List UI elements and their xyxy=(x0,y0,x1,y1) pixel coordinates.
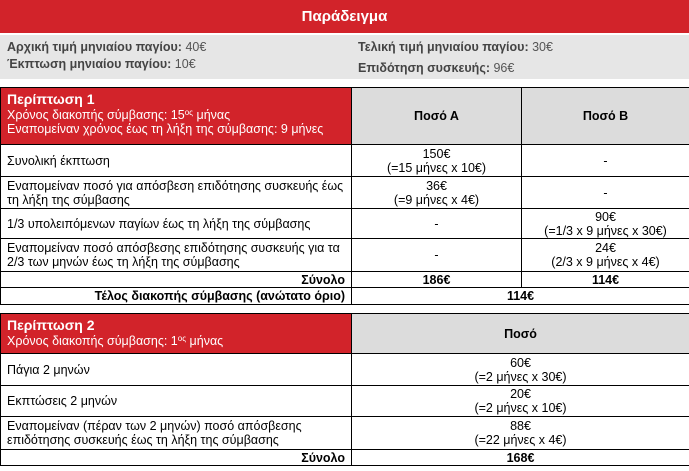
final-price-label: Τελική τιμή μηνιαίου παγίου: xyxy=(358,40,529,54)
row-value-b: 90€ (=1/3 x 9 μήνες x 30€) xyxy=(522,209,689,239)
discount-line xyxy=(7,57,196,71)
discount-value: 10€ xyxy=(174,57,196,71)
initial-price-value: 40€ xyxy=(185,40,207,54)
row-value-a: - xyxy=(352,239,522,272)
row-label: Συνολική έκπτωση xyxy=(1,145,352,177)
row-value: 88€ (=22 μήνες x 4€) xyxy=(352,417,689,450)
total-label: Σύνολο xyxy=(1,272,352,288)
case1-col-b-header: Ποσό Β xyxy=(522,88,689,145)
row-value-a: - xyxy=(352,209,522,239)
case1-col-a-header: Ποσό Α xyxy=(352,88,522,145)
table-row xyxy=(1,177,689,209)
case2-termination-time: Χρόνος διακοπής σύμβασης: $1^{o\varsigma}$ μήνας xyxy=(7,334,224,348)
case2-header xyxy=(1,314,352,354)
subsidy-value: 96€ xyxy=(493,61,515,75)
case1-header xyxy=(1,88,352,145)
case1-fee-row xyxy=(1,288,689,305)
table-row xyxy=(1,239,689,272)
row-value-a: 150€ (=15 μήνες x 10€) xyxy=(352,145,522,177)
subsidy-line xyxy=(358,61,514,75)
case1-remaining-time: Εναπομείναν χρόνος έως τη λήξη της σύμβασης: 9 μήνες xyxy=(7,122,324,136)
table-row xyxy=(1,417,689,450)
row-value-b: - xyxy=(522,145,689,177)
row-label: Πάγια 2 μηνών xyxy=(1,354,352,386)
final-price-value: 30€ xyxy=(532,40,553,54)
case1-termination-time: Χρόνος διακοπής σύμβασης: $15^{o\varsigma}$ μήνας xyxy=(7,108,231,122)
total-value-b: 114€ xyxy=(522,272,689,288)
row-label: Εναπομείναν ποσό για απόσβεση επιδότησης συσκευής έως τη λήξη της σύμβασης xyxy=(1,177,352,209)
discount-label: Έκπτωση μηνιαίου παγίου: xyxy=(7,57,172,71)
fee-value: 114€ xyxy=(352,288,689,305)
case2-col-header: Ποσό xyxy=(352,314,689,354)
total-value: 168€ xyxy=(352,450,689,466)
case1-table xyxy=(0,87,689,305)
row-label: Εναπομείναν ποσό απόσβεσης επιδότησης συσκευής για τα 2/3 των μηνών έως τη λήξη της σύμβασης xyxy=(1,239,352,272)
final-price-line xyxy=(358,40,553,54)
info-box xyxy=(0,35,689,79)
row-value: 60€ (=2 μήνες x 30€) xyxy=(352,354,689,386)
row-label: Εναπομείναν (πέραν των 2 μηνών) ποσό απόσβεσης επιδότησης συσκευής έως τη λήξη της σύμβασης xyxy=(1,417,352,450)
row-value-b: - xyxy=(522,177,689,209)
table-row xyxy=(1,386,689,417)
case2-total-row xyxy=(1,450,689,466)
initial-price-label: Αρχική τιμή μηνιαίου παγίου: xyxy=(7,40,182,54)
fee-label: Τέλος διακοπής σύμβασης (ανώτατο όριο) xyxy=(1,288,352,305)
subsidy-label: Επιδότηση συσκευής: xyxy=(358,61,490,75)
initial-price-line xyxy=(7,40,206,54)
row-label: 1/3 υπολειπόμενων παγίων έως τη λήξη της σύμβασης xyxy=(1,209,352,239)
total-label: Σύνολο xyxy=(1,450,352,466)
total-value-a: 186€ xyxy=(352,272,522,288)
row-value-b: 24€ (2/3 x 9 μήνες x 4€) xyxy=(522,239,689,272)
case1-heading: Περίπτωση 1 xyxy=(7,91,95,107)
row-value: 20€ (=2 μήνες x 10€) xyxy=(352,386,689,417)
row-label: Εκπτώσεις 2 μηνών xyxy=(1,386,352,417)
page-title: Παράδειγμα xyxy=(0,0,689,33)
table-row xyxy=(1,209,689,239)
row-value-a: 36€ (=9 μήνες x 4€) xyxy=(352,177,522,209)
table-row xyxy=(1,354,689,386)
case1-total-row xyxy=(1,272,689,288)
case2-table xyxy=(0,313,689,466)
case2-heading: Περίπτωση 2 xyxy=(7,317,95,333)
table-row xyxy=(1,145,689,177)
